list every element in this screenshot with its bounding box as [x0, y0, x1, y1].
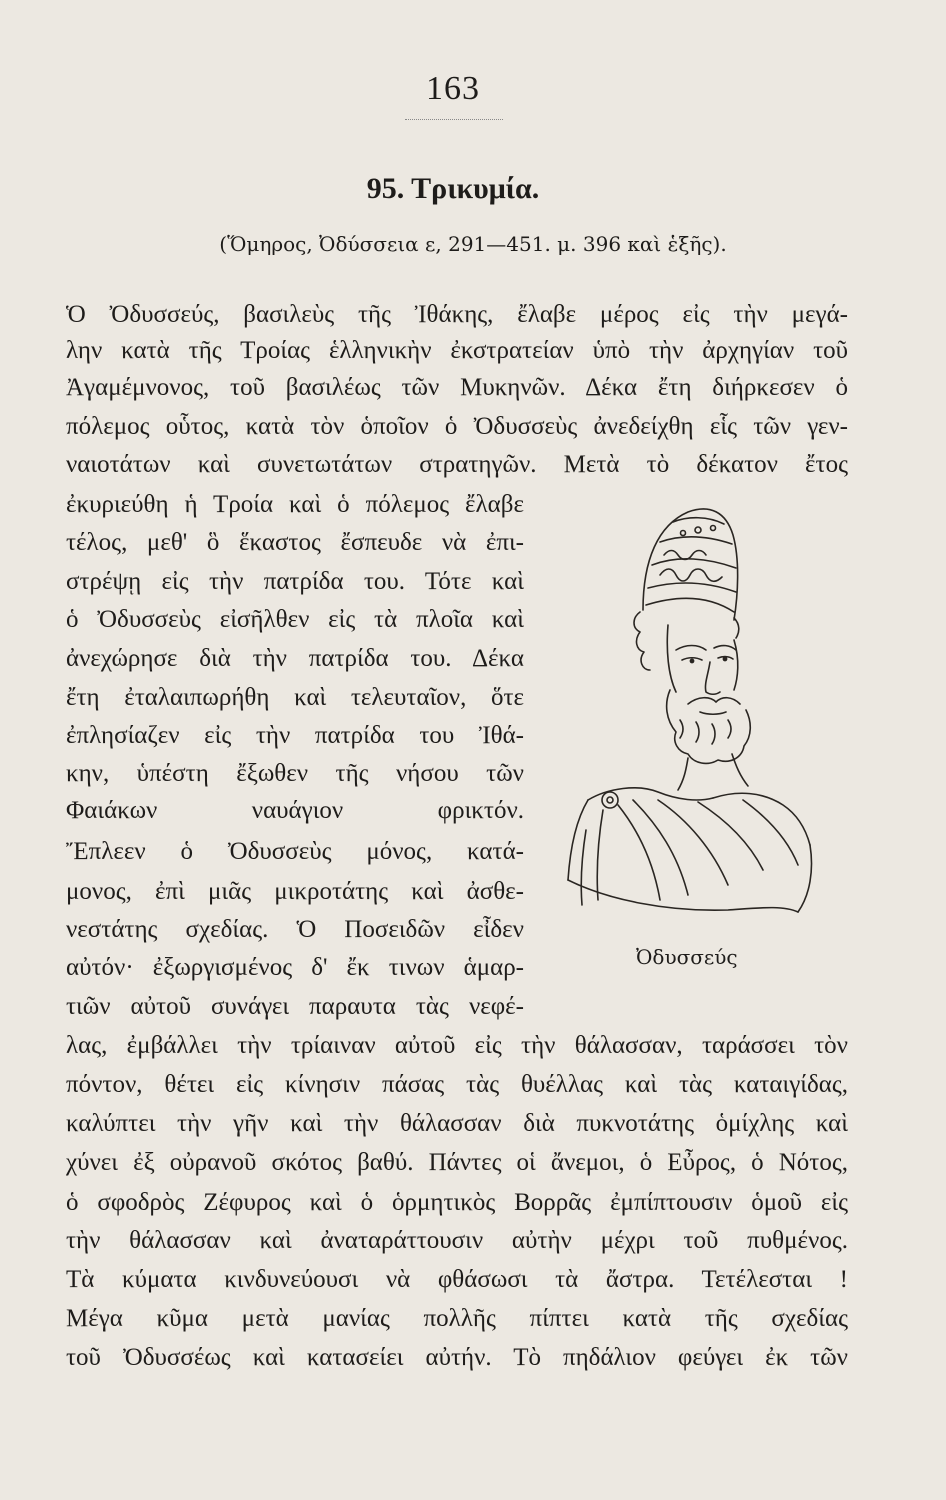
text-line: τέλος, μεθ' ὃ ἕκαστος ἔσπευδε νὰ ἐπι- — [66, 529, 524, 556]
portrait-caption: Ὀδυσσεύς — [636, 945, 738, 969]
text-line: χύνει ἐξ οὐρανοῦ σκότος βαθύ. Πάντες οἱ ἄνεμοι, ὁ Εὖρος, ὁ Νότος, — [66, 1149, 848, 1176]
text-line: Τὰ κύματα κινδυνεύουσι νὰ φθάσωσι τὰ ἄστρα. Τετέλεσται ! — [66, 1266, 848, 1293]
page-number: 163 — [426, 70, 480, 107]
text-line: ἐπλησίαζεν εἰς τὴν πατρίδα του Ἰθά- — [66, 722, 524, 749]
text-line: Ἀγαμέμνονος, τοῦ βασιλέως τῶν Μυκηνῶν. Δέκα ἔτη διήρκεσεν ὁ — [66, 374, 848, 401]
section-title: 95. Τρικυμία. — [366, 172, 540, 205]
text-line: καλύπτει τὴν γῆν καὶ τὴν θάλασσαν διὰ πυκνοτάτης ὁμίχλης καὶ — [66, 1110, 848, 1137]
text-line: μονος, ἐπὶ μιᾶς μικροτάτης καὶ ἀσθε- — [66, 878, 524, 905]
text-line: τοῦ Ὀδυσσέως καὶ κατασείει αὐτήν. Τὸ πηδάλιον φεύγει ἐκ τῶν — [66, 1344, 848, 1371]
text-line: νεστάτης σχεδίας. Ὁ Ποσειδῶν εἶδεν — [66, 916, 524, 943]
text-line: Ὁ Ὀδυσσεύς, βασιλεὺς τῆς Ἰθάκης, ἔλαβε μέρος εἰς τὴν μεγά- — [66, 301, 848, 328]
text-line: στρέψῃ εἰς τὴν πατρίδα του. Τότε καὶ — [66, 568, 524, 595]
text-line: πόλεμος οὗτος, κατὰ τὸν ὁποῖον ὁ Ὀδυσσεὺς ἀνεδείχθη εἷς τῶν γεν- — [66, 413, 848, 440]
text-line: ἔτη ἐταλαιπωρήθη καὶ τελευταῖον, ὅτε — [66, 684, 524, 711]
odysseus-portrait — [548, 500, 828, 920]
text-line: ὁ σφοδρὸς Ζέφυρος καὶ ὁ ὁρμητικὸς Βορρᾶς ἐμπίπτουσιν ὁμοῦ εἰς — [66, 1189, 848, 1216]
text-line: ὁ Ὀδυσσεὺς εἰσῆλθεν εἰς τὰ πλοῖα καὶ — [66, 606, 524, 633]
page-number-rule — [405, 119, 503, 120]
text-line: κην, ὑπέστη ἔξωθεν τῆς νήσου τῶν — [66, 760, 524, 787]
text-line: τιῶν αὐτοῦ συνάγει παραυτα τὰς νεφέ- — [66, 993, 524, 1020]
text-line: Ἔπλεεν ὁ Ὀδυσσεὺς μόνος, κατά- — [66, 838, 524, 865]
text-line: λην κατὰ τῆς Τροίας ἑλληνικὴν ἐκστρατείαν ὑπὸ τὴν ἀρχηγίαν τοῦ — [66, 337, 848, 364]
text-line: αὐτόν· ἐξωργισμένος δ' ἔκ τινων ἁμαρ- — [66, 954, 524, 981]
text-line: ἀνεχώρησε διὰ τὴν πατρίδα του. Δέκα — [66, 645, 524, 672]
text-line: ναιοτάτων καὶ συνετωτάτων στρατηγῶν. Μετὰ τὸ δέκατον ἔτος — [66, 451, 848, 478]
text-line: ἐκυριεύθη ἡ Τροία καὶ ὁ πόλεμος ἔλαβε — [66, 491, 524, 518]
text-line: λας, ἐμβάλλει τὴν τρίαιναν αὐτοῦ εἰς τὴν θάλασσαν, ταράσσει τὸν — [66, 1032, 848, 1059]
source-citation: (Ὅμηρος, Ὀδύσσεια ε, 291—451. μ. 396 καὶ ἑξῆς). — [219, 232, 727, 256]
text-line: Φαιάκων ναυάγιον φρικτόν. — [66, 797, 524, 824]
text-line: πόντον, θέτει εἰς κίνησιν πάσας τὰς θυέλλας καὶ τὰς καταιγίδας, — [66, 1071, 848, 1098]
text-line: Μέγα κῦμα μετὰ μανίας πολλῆς πίπτει κατὰ τῆς σχεδίας — [66, 1305, 848, 1332]
text-line: τὴν θάλασσαν καὶ ἀναταράττουσιν αὐτὴν μέχρι τοῦ πυθμένος. — [66, 1227, 848, 1254]
